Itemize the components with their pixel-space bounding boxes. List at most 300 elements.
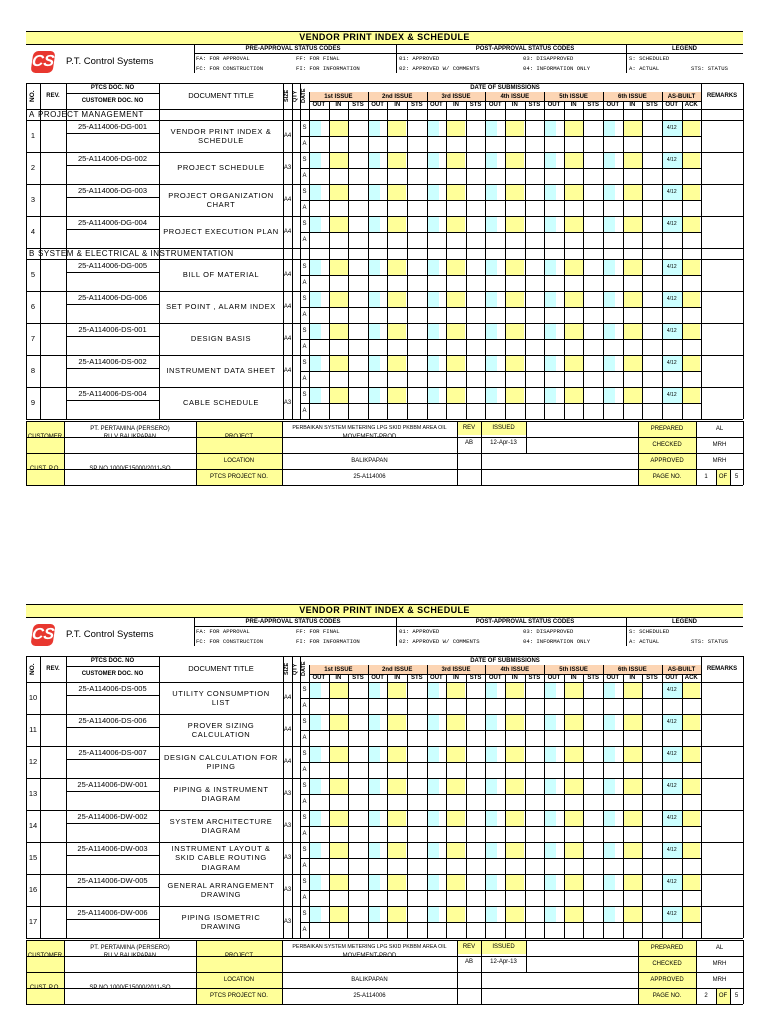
out-cell-scheduled[interactable] (310, 907, 321, 922)
out-cell-scheduled[interactable] (486, 715, 497, 730)
out-cell-scheduled[interactable] (545, 260, 556, 275)
out-cell-scheduled[interactable] (545, 153, 556, 168)
in-cell-scheduled[interactable] (447, 292, 465, 307)
out-cell-scheduled[interactable] (369, 388, 380, 403)
out-cell-scheduled[interactable] (369, 875, 380, 890)
grid-line-v (638, 421, 639, 485)
grid-line-h (66, 919, 159, 920)
out-cell-scheduled[interactable] (428, 292, 439, 307)
sub-header-out: OUT (371, 102, 384, 108)
out-cell-scheduled[interactable] (545, 875, 556, 890)
as-built-ack-cell[interactable] (683, 875, 701, 890)
in-cell-scheduled[interactable] (565, 747, 583, 762)
grid-line-h (26, 421, 743, 422)
out-cell-scheduled[interactable] (310, 217, 321, 232)
grid-line-h (66, 400, 159, 401)
out-cell-scheduled[interactable] (604, 324, 615, 339)
grid-line-v (64, 940, 65, 1004)
as-built-ack-cell[interactable] (683, 747, 701, 762)
sub-header-sts: STS (410, 102, 423, 108)
as-built-ack-cell[interactable] (683, 292, 701, 307)
in-cell-scheduled[interactable] (388, 683, 406, 698)
in-cell-scheduled[interactable] (624, 779, 642, 794)
out-cell-scheduled[interactable] (486, 356, 497, 371)
in-cell-scheduled[interactable] (447, 907, 465, 922)
out-cell-scheduled[interactable] (428, 907, 439, 922)
as-built-ack-cell[interactable] (683, 121, 701, 136)
out-cell-scheduled[interactable] (604, 779, 615, 794)
out-cell-scheduled[interactable] (604, 715, 615, 730)
legend-status: STS: STATUS (691, 64, 728, 72)
in-cell-scheduled[interactable] (506, 779, 524, 794)
in-cell-scheduled[interactable] (565, 715, 583, 730)
in-cell-scheduled[interactable] (388, 843, 406, 858)
out-cell-scheduled[interactable] (545, 843, 556, 858)
section-letter: B (29, 248, 35, 258)
in-cell-scheduled[interactable] (624, 683, 642, 698)
in-cell-scheduled[interactable] (565, 779, 583, 794)
in-cell-scheduled[interactable] (447, 747, 465, 762)
as-built-ack-cell[interactable] (683, 907, 701, 922)
out-cell-scheduled[interactable] (545, 356, 556, 371)
in-cell-scheduled[interactable] (506, 217, 524, 232)
issue-header-5: 5th ISSUE (559, 666, 588, 673)
in-cell-scheduled[interactable] (330, 388, 348, 403)
sub-header-out: OUT (312, 102, 326, 108)
in-cell-scheduled[interactable] (624, 843, 642, 858)
in-cell-scheduled[interactable] (624, 121, 642, 136)
grid-line-v (525, 101, 526, 419)
in-cell-scheduled[interactable] (506, 388, 524, 403)
out-cell-scheduled[interactable] (428, 185, 439, 200)
out-cell-scheduled[interactable] (486, 185, 497, 200)
out-cell-scheduled[interactable] (428, 260, 439, 275)
in-cell-scheduled[interactable] (388, 747, 406, 762)
out-cell-scheduled[interactable] (369, 260, 380, 275)
in-cell-scheduled[interactable] (506, 185, 524, 200)
rev-header: REV. (46, 93, 60, 99)
out-cell-scheduled[interactable] (486, 217, 497, 232)
out-cell-scheduled[interactable] (310, 356, 321, 371)
in-cell-scheduled[interactable] (330, 875, 348, 890)
issued-label: ISSUED (492, 944, 515, 950)
out-cell-scheduled[interactable] (545, 811, 556, 826)
grid-line-h (26, 940, 743, 941)
in-cell-scheduled[interactable] (330, 683, 348, 698)
out-cell-scheduled[interactable] (428, 121, 439, 136)
in-cell-scheduled[interactable] (624, 185, 642, 200)
in-cell-scheduled[interactable] (330, 843, 348, 858)
document-title: VENDOR PRINT INDEX & SCHEDULE (299, 605, 470, 615)
as-built-date: 4/12 (666, 327, 677, 334)
in-cell-scheduled[interactable] (506, 747, 524, 762)
scheduled-marker: S (302, 189, 307, 195)
grid-line-v (642, 674, 643, 938)
in-cell-scheduled[interactable] (624, 907, 642, 922)
in-cell-scheduled[interactable] (565, 260, 583, 275)
in-cell-scheduled[interactable] (447, 843, 465, 858)
in-cell-scheduled[interactable] (388, 217, 406, 232)
out-cell-scheduled[interactable] (604, 185, 615, 200)
out-cell-scheduled[interactable] (428, 217, 439, 232)
in-cell-scheduled[interactable] (447, 356, 465, 371)
out-cell-scheduled[interactable] (604, 356, 615, 371)
sub-header-in: IN (335, 102, 342, 108)
in-cell-scheduled[interactable] (330, 121, 348, 136)
in-cell-scheduled[interactable] (388, 779, 406, 794)
out-cell-scheduled[interactable] (369, 292, 380, 307)
in-cell-scheduled[interactable] (330, 811, 348, 826)
out-cell-scheduled[interactable] (428, 843, 439, 858)
grid-line-h (26, 437, 743, 438)
actual-marker: A (302, 141, 307, 147)
prepared-label: PREPARED (650, 426, 684, 432)
as-built-date: 4/12 (666, 124, 677, 131)
out-cell-scheduled[interactable] (604, 260, 615, 275)
in-cell-scheduled[interactable] (565, 907, 583, 922)
grid-line-v (730, 469, 731, 485)
grid-line-v (481, 421, 482, 485)
in-cell-scheduled[interactable] (506, 260, 524, 275)
cs-logo-icon: CS (30, 624, 55, 646)
in-cell-scheduled[interactable] (624, 153, 642, 168)
out-cell-scheduled[interactable] (369, 324, 380, 339)
grid-line-v (466, 101, 467, 419)
in-cell-scheduled[interactable] (447, 121, 465, 136)
in-cell-scheduled[interactable] (506, 811, 524, 826)
out-cell-scheduled[interactable] (428, 153, 439, 168)
out-cell-scheduled[interactable] (604, 747, 615, 762)
in-cell-scheduled[interactable] (624, 324, 642, 339)
out-cell-scheduled[interactable] (310, 683, 321, 698)
out-cell-scheduled[interactable] (486, 324, 497, 339)
in-cell-scheduled[interactable] (330, 292, 348, 307)
out-cell-scheduled[interactable] (545, 292, 556, 307)
as-built-ack-cell[interactable] (683, 683, 701, 698)
row-document-title: VENDOR PRINT INDEX & SCHEDULE (170, 126, 272, 145)
out-cell-scheduled[interactable] (369, 121, 380, 136)
as-built-ack-cell[interactable] (683, 153, 701, 168)
out-cell-scheduled[interactable] (604, 811, 615, 826)
in-cell-scheduled[interactable] (565, 292, 583, 307)
grid-line-v (387, 674, 388, 938)
as-built-date: 4/12 (666, 782, 677, 789)
out-cell-scheduled[interactable] (310, 779, 321, 794)
as-built-ack-cell[interactable] (683, 260, 701, 275)
in-cell-scheduled[interactable] (330, 260, 348, 275)
out-cell-scheduled[interactable] (369, 843, 380, 858)
in-cell-scheduled[interactable] (506, 153, 524, 168)
out-cell-scheduled[interactable] (545, 121, 556, 136)
as-built-ack-cell[interactable] (683, 779, 701, 794)
in-cell-scheduled[interactable] (388, 185, 406, 200)
out-cell-scheduled[interactable] (545, 324, 556, 339)
row-number: 10 (28, 693, 38, 703)
in-cell-scheduled[interactable] (388, 811, 406, 826)
in-cell-scheduled[interactable] (388, 907, 406, 922)
in-cell-scheduled[interactable] (506, 324, 524, 339)
out-cell-scheduled[interactable] (545, 217, 556, 232)
sub-header-sts: STS (469, 675, 482, 681)
project-value: PERBAIKAN SYSTEM METERING LPG SKID PKBBM AREA OIL (292, 425, 447, 432)
out-cell-scheduled[interactable] (486, 683, 497, 698)
out-cell-scheduled[interactable] (369, 779, 380, 794)
out-cell-scheduled[interactable] (310, 121, 321, 136)
out-cell-scheduled[interactable] (604, 121, 615, 136)
in-cell-scheduled[interactable] (388, 260, 406, 275)
out-cell-scheduled[interactable] (369, 907, 380, 922)
out-cell-scheduled[interactable] (369, 356, 380, 371)
in-cell-scheduled[interactable] (565, 843, 583, 858)
issue-header-4: 4th ISSUE (500, 93, 530, 100)
in-cell-scheduled[interactable] (388, 875, 406, 890)
out-cell-scheduled[interactable] (545, 715, 556, 730)
out-cell-scheduled[interactable] (369, 153, 380, 168)
out-cell-scheduled[interactable] (428, 811, 439, 826)
out-cell-scheduled[interactable] (428, 356, 439, 371)
out-cell-scheduled[interactable] (310, 715, 321, 730)
project-value: PERBAIKAN SYSTEM METERING LPG SKID PKBBM AREA OIL (292, 944, 447, 951)
sub-header-out: OUT (606, 102, 620, 108)
scheduled-marker: S (302, 328, 307, 334)
in-cell-scheduled[interactable] (506, 121, 524, 136)
in-cell-scheduled[interactable] (447, 260, 465, 275)
in-cell-scheduled[interactable] (330, 217, 348, 232)
in-cell-scheduled[interactable] (506, 683, 524, 698)
actual-marker: A (302, 735, 307, 741)
in-cell-scheduled[interactable] (388, 715, 406, 730)
grid-line-v (623, 674, 624, 938)
out-cell-scheduled[interactable] (486, 875, 497, 890)
as-built-ack-cell[interactable] (683, 843, 701, 858)
out-cell-scheduled[interactable] (486, 292, 497, 307)
grid-line-v (701, 83, 702, 419)
grid-line-v (743, 656, 744, 938)
out-cell-scheduled[interactable] (545, 907, 556, 922)
in-cell-scheduled[interactable] (447, 715, 465, 730)
in-cell-scheduled[interactable] (506, 843, 524, 858)
grid-line-h (66, 133, 159, 134)
row-document-title: DESIGN BASIS (190, 334, 252, 344)
doc-size: A4 (283, 304, 292, 310)
out-cell-scheduled[interactable] (604, 388, 615, 403)
scheduled-marker: S (302, 125, 307, 131)
as-built-ack-cell[interactable] (683, 217, 701, 232)
sub-header-sts: STS (528, 102, 541, 108)
out-cell-scheduled[interactable] (604, 153, 615, 168)
out-cell-scheduled[interactable] (369, 683, 380, 698)
date-header: DATE (300, 88, 307, 104)
as-built-ack-cell[interactable] (683, 185, 701, 200)
in-cell-scheduled[interactable] (506, 356, 524, 371)
out-cell-scheduled[interactable] (369, 747, 380, 762)
as-built-ack-cell[interactable] (683, 715, 701, 730)
in-cell-scheduled[interactable] (447, 153, 465, 168)
row-document-title: PIPING ISOMETRIC DRAWING (181, 912, 261, 931)
out-cell-scheduled[interactable] (369, 217, 380, 232)
out-cell-scheduled[interactable] (486, 779, 497, 794)
in-cell-scheduled[interactable] (330, 715, 348, 730)
project-label: PROJECT (224, 953, 253, 959)
grid-line-h (300, 403, 701, 404)
in-cell-scheduled[interactable] (565, 875, 583, 890)
customer-value-2: RU V BALIKPAPAN (103, 434, 157, 440)
out-cell-scheduled[interactable] (310, 388, 321, 403)
as-built-ack-cell[interactable] (683, 356, 701, 371)
pre-code-fi: FI: FOR INFORMATION (296, 637, 360, 645)
doc-size: A4 (283, 133, 292, 139)
in-cell-scheduled[interactable] (447, 388, 465, 403)
in-cell-scheduled[interactable] (565, 811, 583, 826)
out-cell-scheduled[interactable] (486, 907, 497, 922)
doc-size: A3 (283, 165, 292, 171)
out-cell-scheduled[interactable] (310, 185, 321, 200)
out-cell-scheduled[interactable] (545, 185, 556, 200)
out-cell-scheduled[interactable] (545, 388, 556, 403)
in-cell-scheduled[interactable] (565, 356, 583, 371)
out-cell-scheduled[interactable] (310, 811, 321, 826)
out-cell-scheduled[interactable] (545, 779, 556, 794)
in-cell-scheduled[interactable] (388, 292, 406, 307)
in-cell-scheduled[interactable] (624, 811, 642, 826)
in-cell-scheduled[interactable] (330, 907, 348, 922)
out-cell-scheduled[interactable] (486, 260, 497, 275)
in-cell-scheduled[interactable] (388, 153, 406, 168)
in-cell-scheduled[interactable] (388, 388, 406, 403)
in-cell-scheduled[interactable] (624, 260, 642, 275)
grid-line-v (387, 101, 388, 419)
out-cell-scheduled[interactable] (428, 715, 439, 730)
grid-line-v (466, 674, 467, 938)
in-cell-scheduled[interactable] (388, 324, 406, 339)
in-cell-scheduled[interactable] (330, 356, 348, 371)
in-cell-scheduled[interactable] (447, 811, 465, 826)
cust-po-value: SP NO.1000/E15000/2011-SO (89, 985, 171, 991)
in-cell-scheduled[interactable] (565, 217, 583, 232)
grid-line-v (544, 92, 545, 419)
in-cell-scheduled[interactable] (624, 875, 642, 890)
out-cell-scheduled[interactable] (310, 324, 321, 339)
in-cell-scheduled[interactable] (447, 779, 465, 794)
grid-line-v (626, 44, 627, 73)
in-cell-scheduled[interactable] (565, 324, 583, 339)
out-cell-scheduled[interactable] (428, 875, 439, 890)
in-cell-scheduled[interactable] (447, 185, 465, 200)
in-cell-scheduled[interactable] (506, 875, 524, 890)
out-cell-scheduled[interactable] (369, 811, 380, 826)
in-cell-scheduled[interactable] (565, 121, 583, 136)
sub-header-in: IN (629, 102, 636, 108)
in-cell-scheduled[interactable] (624, 292, 642, 307)
out-cell-scheduled[interactable] (310, 292, 321, 307)
of-label: OF (718, 993, 728, 999)
ptcs-doc-no: 25-A114006-DW-005 (77, 875, 148, 885)
out-cell-scheduled[interactable] (486, 388, 497, 403)
in-cell-scheduled[interactable] (565, 388, 583, 403)
grid-line-h (300, 794, 701, 795)
in-cell-scheduled[interactable] (506, 292, 524, 307)
out-cell-scheduled[interactable] (486, 843, 497, 858)
row-document-title: INSTRUMENT DATA SHEET (166, 366, 276, 376)
out-cell-scheduled[interactable] (604, 217, 615, 232)
in-cell-scheduled[interactable] (388, 121, 406, 136)
in-cell-scheduled[interactable] (506, 715, 524, 730)
out-cell-scheduled[interactable] (310, 843, 321, 858)
grid-line-h (300, 200, 701, 201)
out-cell-scheduled[interactable] (604, 843, 615, 858)
out-cell-scheduled[interactable] (369, 185, 380, 200)
out-cell-scheduled[interactable] (604, 292, 615, 307)
actual-marker: A (302, 237, 307, 243)
in-cell-scheduled[interactable] (330, 747, 348, 762)
in-cell-scheduled[interactable] (565, 153, 583, 168)
in-cell-scheduled[interactable] (330, 779, 348, 794)
grid-line-v (194, 617, 195, 646)
in-cell-scheduled[interactable] (624, 356, 642, 371)
out-cell-scheduled[interactable] (604, 907, 615, 922)
out-cell-scheduled[interactable] (310, 153, 321, 168)
out-cell-scheduled[interactable] (310, 875, 321, 890)
as-built-ack-cell[interactable] (683, 811, 701, 826)
grid-line-h (26, 419, 743, 420)
in-cell-scheduled[interactable] (447, 324, 465, 339)
in-cell-scheduled[interactable] (624, 747, 642, 762)
in-cell-scheduled[interactable] (447, 217, 465, 232)
in-cell-scheduled[interactable] (624, 715, 642, 730)
out-cell-scheduled[interactable] (604, 875, 615, 890)
as-built-ack-cell[interactable] (683, 388, 701, 403)
grid-line-v (194, 44, 195, 73)
doc-size: A3 (283, 400, 292, 406)
in-cell-scheduled[interactable] (624, 388, 642, 403)
out-cell-scheduled[interactable] (369, 715, 380, 730)
out-cell-scheduled[interactable] (486, 153, 497, 168)
in-cell-scheduled[interactable] (565, 185, 583, 200)
out-cell-scheduled[interactable] (545, 747, 556, 762)
in-cell-scheduled[interactable] (330, 185, 348, 200)
out-cell-scheduled[interactable] (486, 747, 497, 762)
grid-line-h (300, 698, 701, 699)
in-cell-scheduled[interactable] (447, 683, 465, 698)
in-cell-scheduled[interactable] (330, 324, 348, 339)
out-cell-scheduled[interactable] (310, 747, 321, 762)
in-cell-scheduled[interactable] (565, 683, 583, 698)
grid-line-h (26, 956, 743, 957)
grid-line-h (26, 31, 743, 32)
out-cell-scheduled[interactable] (486, 811, 497, 826)
out-cell-scheduled[interactable] (428, 683, 439, 698)
in-cell-scheduled[interactable] (388, 356, 406, 371)
out-cell-scheduled[interactable] (486, 121, 497, 136)
prepared-value: AL (715, 426, 724, 432)
in-cell-scheduled[interactable] (624, 217, 642, 232)
issue-header-6: 6th ISSUE (618, 93, 647, 100)
in-cell-scheduled[interactable] (330, 153, 348, 168)
grid-line-v (282, 421, 283, 485)
as-built-ack-cell[interactable] (683, 324, 701, 339)
post-approval-heading: POST-APPROVAL STATUS CODES (475, 618, 575, 625)
in-cell-scheduled[interactable] (447, 875, 465, 890)
out-cell-scheduled[interactable] (428, 779, 439, 794)
out-cell-scheduled[interactable] (310, 260, 321, 275)
out-cell-scheduled[interactable] (604, 683, 615, 698)
legend-scheduled: S: SCHEDULED (629, 54, 670, 62)
out-cell-scheduled[interactable] (428, 747, 439, 762)
out-cell-scheduled[interactable] (428, 388, 439, 403)
in-cell-scheduled[interactable] (506, 907, 524, 922)
out-cell-scheduled[interactable] (545, 683, 556, 698)
out-cell-scheduled[interactable] (428, 324, 439, 339)
